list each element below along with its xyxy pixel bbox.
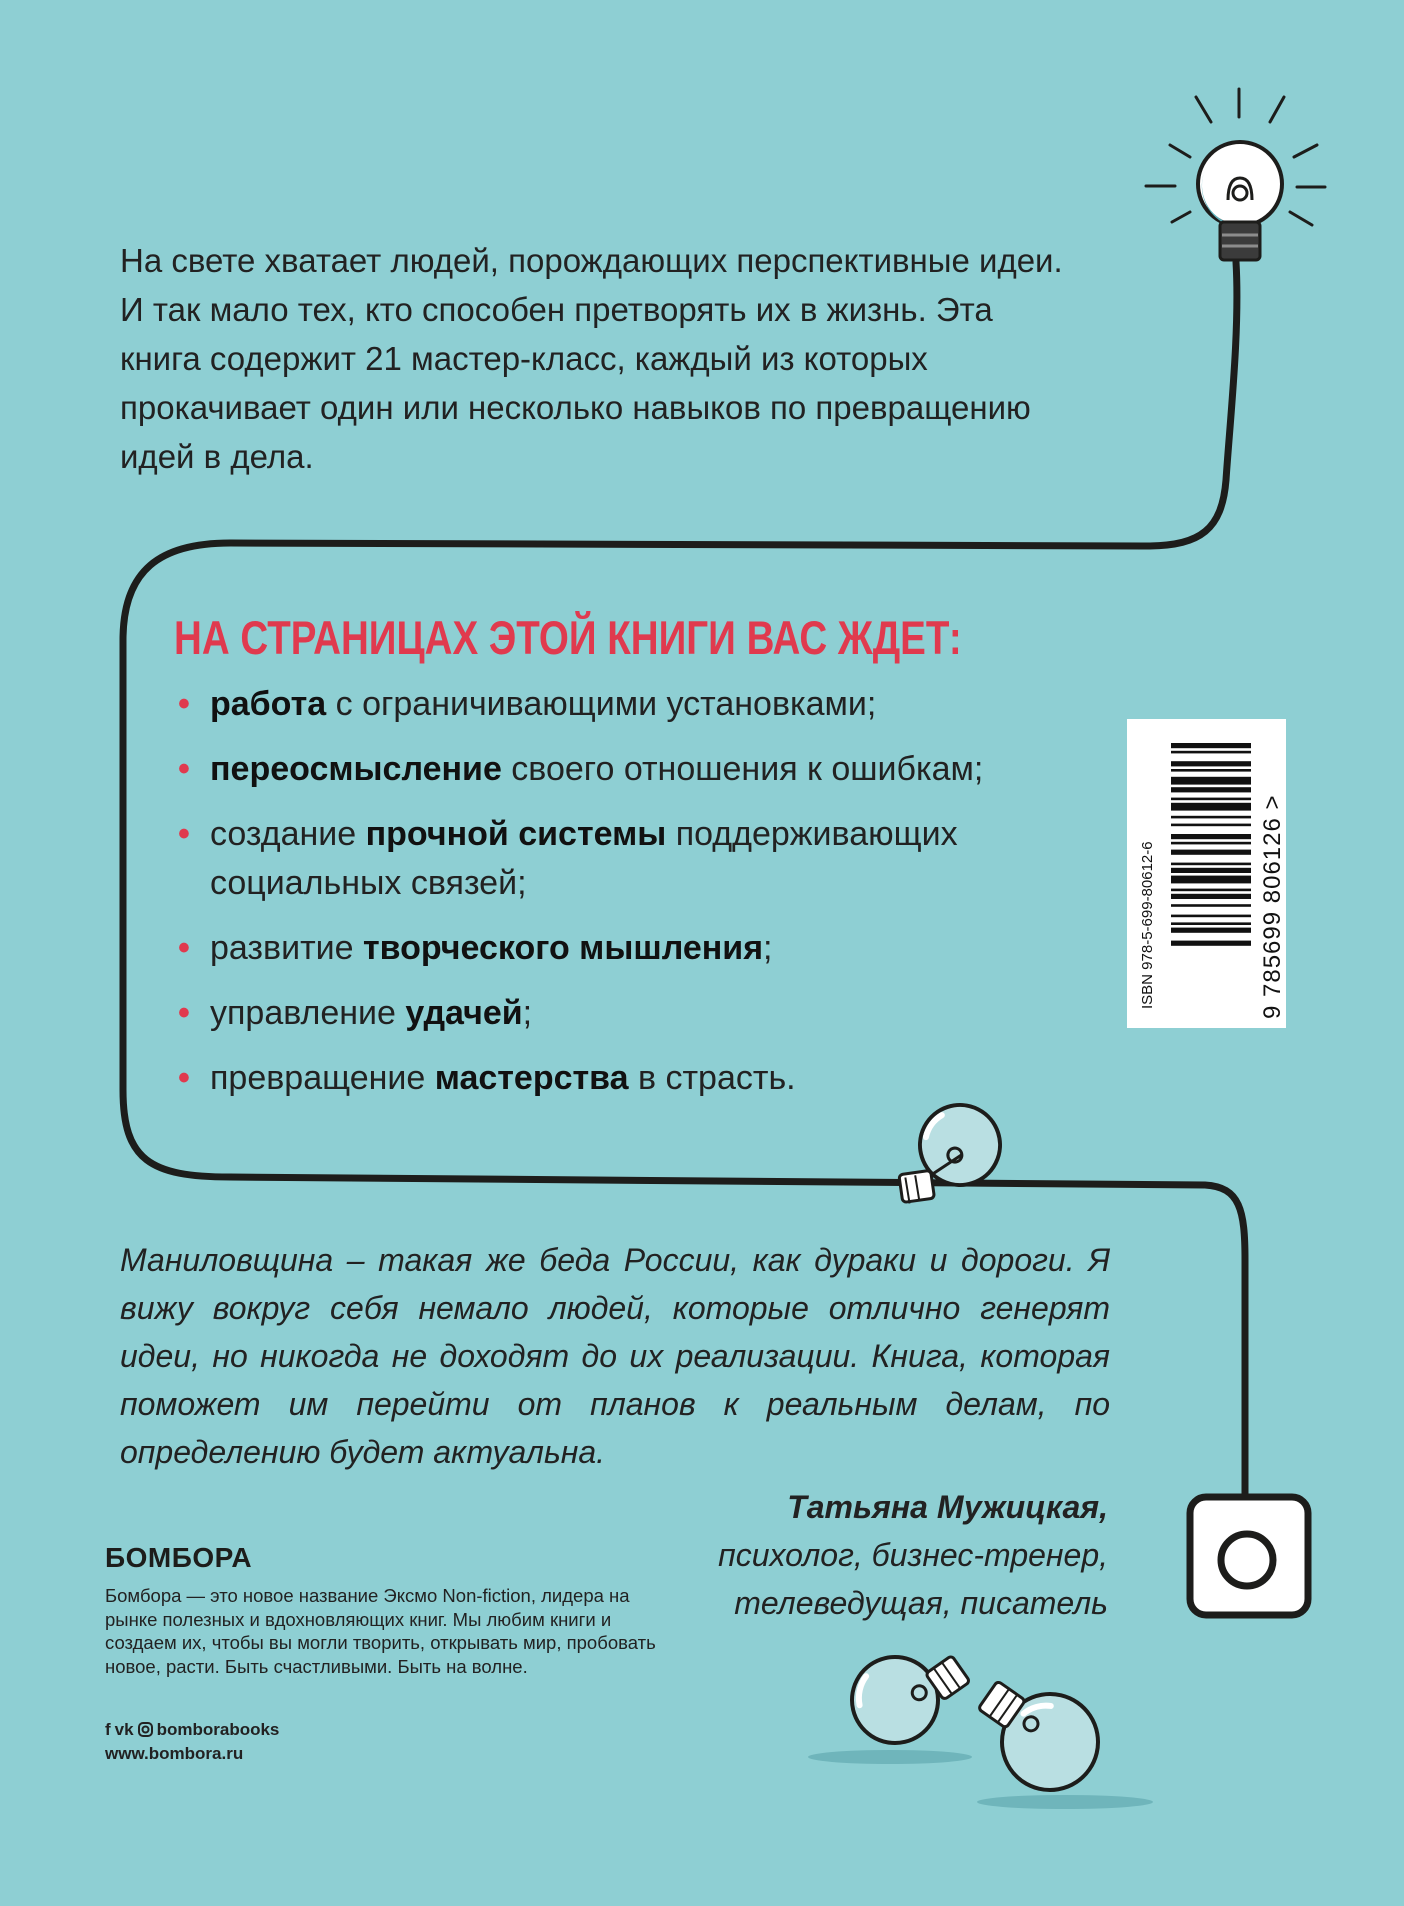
publisher-blurb: Бомбора — это новое название Эксмо Non-fiction, лидера на рынке полезных и вдохновляющих книг. Мы любим книги и создаем их, чтобы вы могли творить, открывать мир, пробовать новое, расти. Быть счастливыми. Быть на волне. bbox=[105, 1585, 656, 1677]
barcode-bar bbox=[1171, 915, 1251, 918]
social-handle[interactable]: bomborabooks bbox=[156, 1720, 280, 1739]
barcode-bar bbox=[1171, 904, 1251, 907]
barcode-number: 9 785699 806126 > bbox=[1259, 794, 1286, 1019]
fallen-bulb-icon bbox=[959, 1658, 1153, 1809]
fallen-bulb-icon bbox=[808, 1623, 979, 1764]
quote-text: Маниловщина – такая же беда России, как дураки и дороги. Я вижу вокруг себя немало людей, которые отлично генерят идеи, но никогда не доходят до их реализации. Книга, которая поможет им перейти от планов к реальным делам, по определению будет актуальна. bbox=[120, 1242, 1110, 1470]
list-item: • работа с ограничивающими установками; bbox=[178, 680, 1078, 729]
barcode-bar bbox=[1171, 834, 1251, 839]
quote-author: Татьяна Мужицкая, bbox=[787, 1489, 1108, 1525]
barcode-bar bbox=[1171, 769, 1251, 772]
bullet-icon: • bbox=[178, 750, 190, 788]
barcode-bar bbox=[1171, 928, 1251, 933]
barcode-bar bbox=[1171, 876, 1251, 884]
quote-role-line-1: психолог, бизнес-тренер, bbox=[718, 1537, 1108, 1573]
barcode-bar bbox=[1171, 868, 1251, 873]
barcode-bar bbox=[1171, 743, 1251, 748]
features-list bbox=[178, 680, 1078, 1119]
features-heading: НА СТРАНИЦАХ ЭТОЙ КНИГИ ВАС ЖДЕТ: bbox=[174, 611, 962, 664]
lit-bulb-icon bbox=[1146, 89, 1325, 260]
facebook-icon[interactable]: f bbox=[105, 1720, 111, 1739]
review-quote bbox=[120, 1236, 1110, 1476]
bullet-icon: • bbox=[178, 929, 190, 967]
barcode-bar bbox=[1171, 889, 1251, 892]
quote-signature bbox=[718, 1483, 1108, 1627]
barcode-bar bbox=[1171, 941, 1251, 946]
bullet-icon: • bbox=[178, 685, 190, 723]
list-item: • переосмысление своего отношения к ошибкам; bbox=[178, 745, 1078, 794]
barcode-bar bbox=[1171, 798, 1251, 801]
barcode-bar bbox=[1171, 751, 1251, 754]
publisher-website[interactable]: www.bombora.ru bbox=[105, 1744, 244, 1763]
vk-icon[interactable]: vk bbox=[114, 1720, 134, 1739]
barcode-bar bbox=[1171, 816, 1251, 819]
barcode-bar bbox=[1171, 824, 1251, 827]
barcode-bar bbox=[1171, 842, 1251, 845]
barcode-bar bbox=[1171, 922, 1251, 925]
isbn-label: ISBN 978-5-699-80612-6 bbox=[1139, 841, 1156, 1009]
socket-icon bbox=[1190, 1497, 1308, 1615]
barcode bbox=[1127, 719, 1286, 1028]
barcode-bar bbox=[1171, 850, 1251, 855]
instagram-icon[interactable] bbox=[138, 1718, 153, 1742]
intro-text: На свете хватает людей, порождающих перспективные идеи. И так мало тех, кто способен претворять их в жизнь. Эта книга содержит 21 мастер-класс, каждый из которых прокачивает один или несколько навыков по превращению идей в дела. bbox=[120, 242, 1063, 475]
list-item: • развитие творческого мышления; bbox=[178, 924, 1078, 973]
barcode-bar bbox=[1171, 863, 1251, 866]
barcode-bar bbox=[1171, 787, 1251, 792]
quote-role-line-2: телеведущая, писатель bbox=[734, 1585, 1108, 1621]
barcode-bar bbox=[1171, 894, 1251, 899]
publisher-social bbox=[105, 1718, 279, 1766]
bullet-icon: • bbox=[178, 815, 190, 853]
list-item: • превращение мастерства в страсть. bbox=[178, 1054, 1078, 1103]
barcode-bar bbox=[1171, 777, 1251, 785]
barcode-bar bbox=[1171, 803, 1251, 811]
intro-paragraph bbox=[120, 236, 1080, 481]
list-item: • управление удачей; bbox=[178, 989, 1078, 1038]
barcode-bar bbox=[1171, 761, 1251, 766]
list-item: • создание прочной системы поддерживающих социальных связей; bbox=[178, 810, 1078, 908]
bullet-icon: • bbox=[178, 994, 190, 1032]
bullet-icon: • bbox=[178, 1059, 190, 1097]
publisher-logo: БОМБОРА bbox=[105, 1542, 253, 1573]
